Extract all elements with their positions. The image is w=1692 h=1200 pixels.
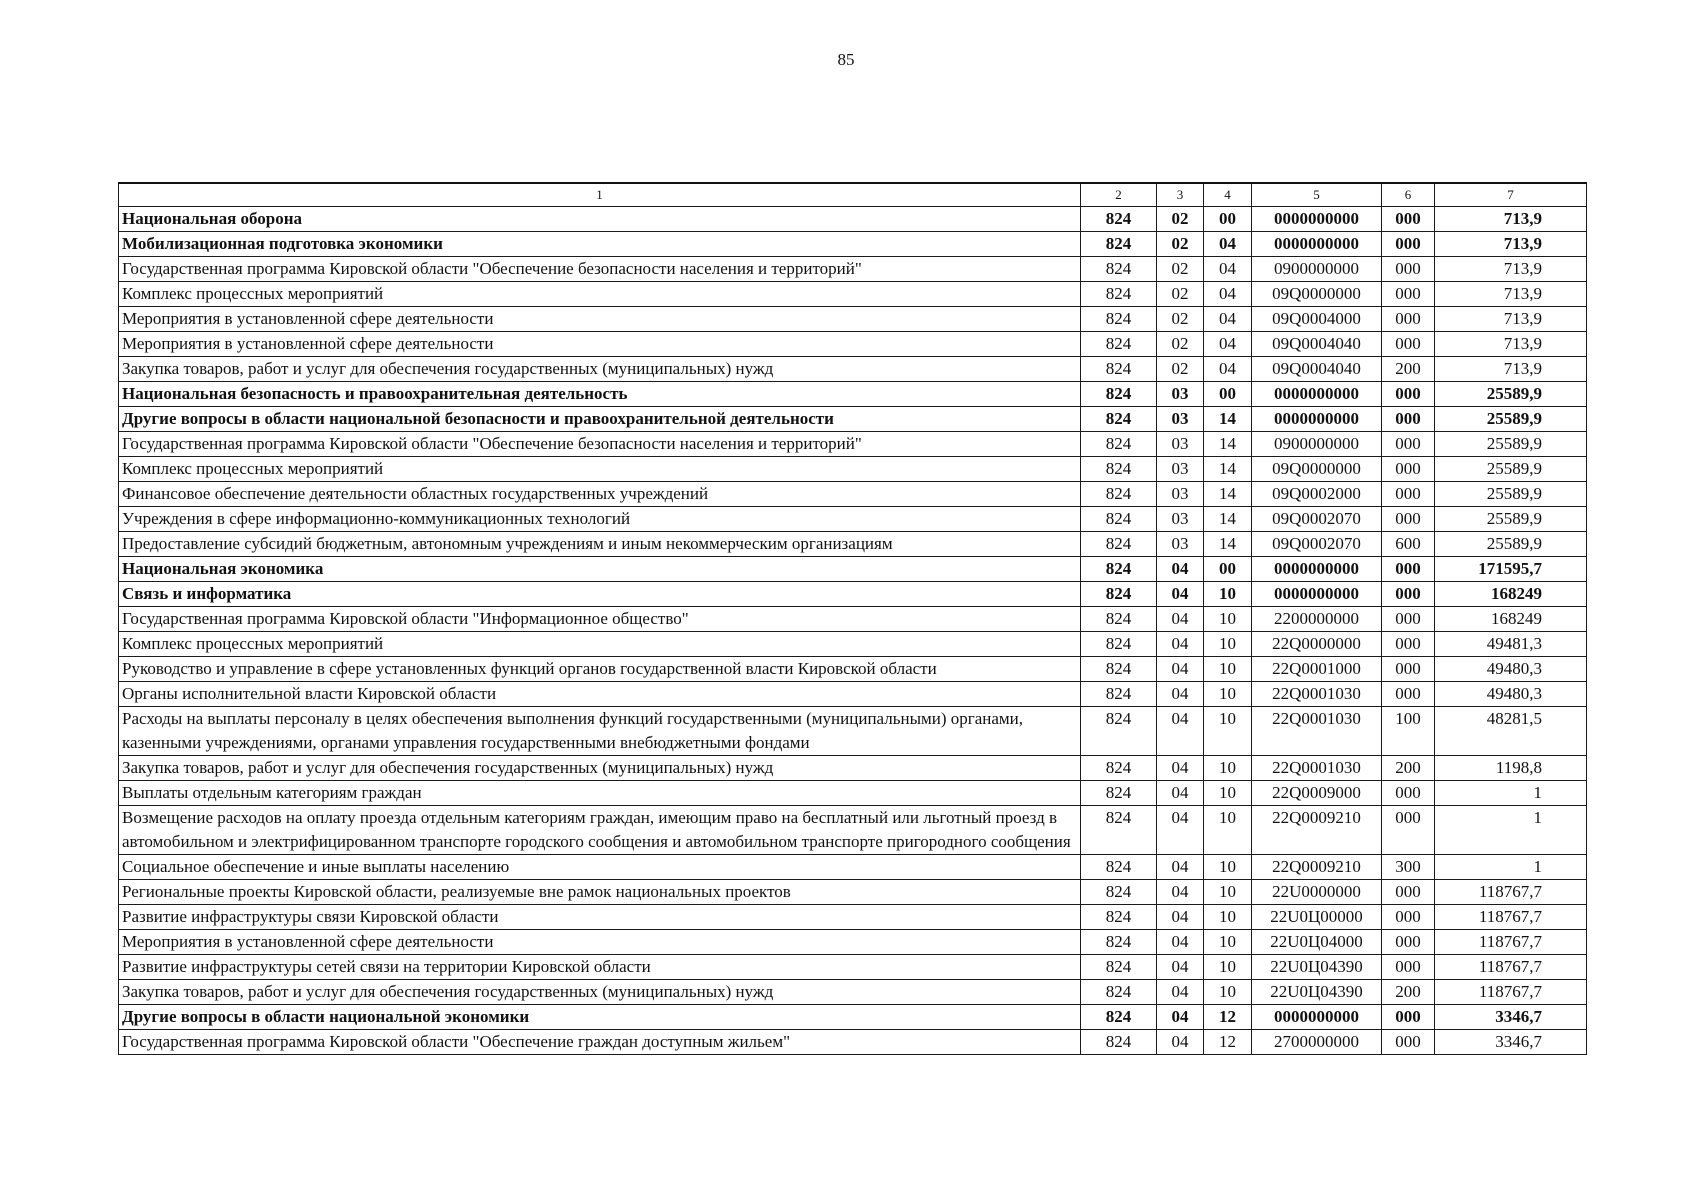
header-cell: 4 xyxy=(1204,183,1252,207)
table-row xyxy=(119,282,1587,307)
row-target-article-cell: 2700000000 xyxy=(1252,1030,1382,1055)
row-ministry-code-cell: 824 xyxy=(1081,332,1157,357)
row-target-article-cell: 22Q0009210 xyxy=(1252,806,1382,855)
row-name-cell: Мероприятия в установленной сфере деятельности xyxy=(119,930,1081,955)
row-section-cell: 03 xyxy=(1157,507,1204,532)
row-subsection-cell: 10 xyxy=(1204,607,1252,632)
row-amount-cell: 49480,3 xyxy=(1435,682,1587,707)
table-row xyxy=(119,507,1587,532)
row-section-cell: 02 xyxy=(1157,332,1204,357)
row-target-article-cell: 22Q0009210 xyxy=(1252,855,1382,880)
row-expense-type-cell: 300 xyxy=(1382,855,1435,880)
row-expense-type-cell: 000 xyxy=(1382,282,1435,307)
row-amount-cell: 713,9 xyxy=(1435,207,1587,232)
row-target-article-cell: 0000000000 xyxy=(1252,407,1382,432)
row-expense-type-cell: 000 xyxy=(1382,557,1435,582)
header-cell: 2 xyxy=(1081,183,1157,207)
row-target-article-cell: 22Q0000000 xyxy=(1252,632,1382,657)
row-expense-type-cell: 000 xyxy=(1382,207,1435,232)
row-subsection-cell: 00 xyxy=(1204,557,1252,582)
row-amount-cell: 118767,7 xyxy=(1435,905,1587,930)
row-ministry-code-cell: 824 xyxy=(1081,806,1157,855)
table-row xyxy=(119,582,1587,607)
row-subsection-cell: 10 xyxy=(1204,806,1252,855)
row-subsection-cell: 10 xyxy=(1204,657,1252,682)
table-row xyxy=(119,781,1587,806)
table-row xyxy=(119,1005,1587,1030)
row-section-cell: 03 xyxy=(1157,382,1204,407)
row-amount-cell: 118767,7 xyxy=(1435,880,1587,905)
row-expense-type-cell: 000 xyxy=(1382,382,1435,407)
row-section-cell: 04 xyxy=(1157,880,1204,905)
row-expense-type-cell: 000 xyxy=(1382,407,1435,432)
table-row xyxy=(119,707,1587,756)
row-expense-type-cell: 000 xyxy=(1382,657,1435,682)
row-amount-cell: 168249 xyxy=(1435,607,1587,632)
row-amount-cell: 118767,7 xyxy=(1435,955,1587,980)
row-name-cell: Комплекс процессных мероприятий xyxy=(119,632,1081,657)
row-target-article-cell: 09Q0002000 xyxy=(1252,482,1382,507)
row-ministry-code-cell: 824 xyxy=(1081,1005,1157,1030)
row-target-article-cell: 09Q0004040 xyxy=(1252,357,1382,382)
row-name-cell: Национальная экономика xyxy=(119,557,1081,582)
table-row xyxy=(119,557,1587,582)
row-expense-type-cell: 000 xyxy=(1382,682,1435,707)
row-section-cell: 04 xyxy=(1157,1005,1204,1030)
row-target-article-cell: 22U0Ц04390 xyxy=(1252,955,1382,980)
row-ministry-code-cell: 824 xyxy=(1081,357,1157,382)
table-row xyxy=(119,880,1587,905)
row-subsection-cell: 10 xyxy=(1204,905,1252,930)
row-target-article-cell: 22Q0001030 xyxy=(1252,707,1382,756)
row-ministry-code-cell: 824 xyxy=(1081,880,1157,905)
row-target-article-cell: 09Q0004040 xyxy=(1252,332,1382,357)
row-subsection-cell: 10 xyxy=(1204,707,1252,756)
table-row xyxy=(119,382,1587,407)
row-name-cell: Региональные проекты Кировской области, реализуемые вне рамок национальных проектов xyxy=(119,880,1081,905)
row-expense-type-cell: 200 xyxy=(1382,357,1435,382)
row-subsection-cell: 10 xyxy=(1204,682,1252,707)
row-amount-cell: 1 xyxy=(1435,781,1587,806)
row-subsection-cell: 14 xyxy=(1204,407,1252,432)
table-row xyxy=(119,457,1587,482)
row-amount-cell: 713,9 xyxy=(1435,307,1587,332)
row-section-cell: 03 xyxy=(1157,482,1204,507)
row-target-article-cell: 22U0Ц04390 xyxy=(1252,980,1382,1005)
row-expense-type-cell: 000 xyxy=(1382,880,1435,905)
row-section-cell: 04 xyxy=(1157,1030,1204,1055)
row-subsection-cell: 04 xyxy=(1204,257,1252,282)
row-expense-type-cell: 000 xyxy=(1382,781,1435,806)
row-ministry-code-cell: 824 xyxy=(1081,1030,1157,1055)
table-row xyxy=(119,257,1587,282)
row-ministry-code-cell: 824 xyxy=(1081,756,1157,781)
row-subsection-cell: 00 xyxy=(1204,207,1252,232)
row-section-cell: 04 xyxy=(1157,855,1204,880)
row-section-cell: 04 xyxy=(1157,707,1204,756)
row-subsection-cell: 04 xyxy=(1204,357,1252,382)
row-subsection-cell: 10 xyxy=(1204,955,1252,980)
header-cell: 7 xyxy=(1435,183,1587,207)
row-name-cell: Органы исполнительной власти Кировской области xyxy=(119,682,1081,707)
table-row xyxy=(119,905,1587,930)
row-expense-type-cell: 000 xyxy=(1382,905,1435,930)
row-expense-type-cell: 000 xyxy=(1382,457,1435,482)
row-target-article-cell: 0000000000 xyxy=(1252,232,1382,257)
row-subsection-cell: 10 xyxy=(1204,632,1252,657)
row-subsection-cell: 10 xyxy=(1204,930,1252,955)
row-name-cell: Расходы на выплаты персоналу в целях обеспечения выполнения функций государственными (муниципальными) органами, казенными учреждениями, органами управления государственными внебюджетными фондами xyxy=(119,707,1081,756)
row-amount-cell: 1 xyxy=(1435,806,1587,855)
row-expense-type-cell: 000 xyxy=(1382,632,1435,657)
header-cell: 3 xyxy=(1157,183,1204,207)
row-amount-cell: 3346,7 xyxy=(1435,1005,1587,1030)
row-subsection-cell: 04 xyxy=(1204,307,1252,332)
row-ministry-code-cell: 824 xyxy=(1081,582,1157,607)
table-row xyxy=(119,357,1587,382)
row-name-cell: Развитие инфраструктуры связи Кировской области xyxy=(119,905,1081,930)
row-amount-cell: 713,9 xyxy=(1435,257,1587,282)
row-name-cell: Мероприятия в установленной сфере деятельности xyxy=(119,307,1081,332)
row-amount-cell: 118767,7 xyxy=(1435,930,1587,955)
row-name-cell: Возмещение расходов на оплату проезда отдельным категориям граждан, имеющим право на бесплатный или льготный проезд в автомобильном и электрифицированном транспорте городского сообщения и автомобильном транспорте пригородного сообщения xyxy=(119,806,1081,855)
row-expense-type-cell: 200 xyxy=(1382,980,1435,1005)
row-expense-type-cell: 000 xyxy=(1382,507,1435,532)
row-ministry-code-cell: 824 xyxy=(1081,632,1157,657)
row-name-cell: Социальное обеспечение и иные выплаты населению xyxy=(119,855,1081,880)
row-section-cell: 02 xyxy=(1157,357,1204,382)
row-name-cell: Учреждения в сфере информационно-коммуникационных технологий xyxy=(119,507,1081,532)
table-row xyxy=(119,632,1587,657)
header-cell: 6 xyxy=(1382,183,1435,207)
row-section-cell: 04 xyxy=(1157,781,1204,806)
header-cell: 1 xyxy=(119,183,1081,207)
row-subsection-cell: 04 xyxy=(1204,282,1252,307)
row-target-article-cell: 22U0Ц04000 xyxy=(1252,930,1382,955)
row-target-article-cell: 22Q0001030 xyxy=(1252,682,1382,707)
row-ministry-code-cell: 824 xyxy=(1081,855,1157,880)
row-section-cell: 03 xyxy=(1157,432,1204,457)
row-amount-cell: 49480,3 xyxy=(1435,657,1587,682)
row-amount-cell: 25589,9 xyxy=(1435,482,1587,507)
header-row xyxy=(119,183,1587,207)
table-row xyxy=(119,332,1587,357)
row-section-cell: 04 xyxy=(1157,582,1204,607)
row-ministry-code-cell: 824 xyxy=(1081,232,1157,257)
row-amount-cell: 1198,8 xyxy=(1435,756,1587,781)
row-name-cell: Выплаты отдельным категориям граждан xyxy=(119,781,1081,806)
row-amount-cell: 713,9 xyxy=(1435,357,1587,382)
row-target-article-cell: 09Q0000000 xyxy=(1252,457,1382,482)
table-body xyxy=(119,183,1587,1055)
row-subsection-cell: 10 xyxy=(1204,880,1252,905)
row-ministry-code-cell: 824 xyxy=(1081,657,1157,682)
row-amount-cell: 25589,9 xyxy=(1435,432,1587,457)
row-expense-type-cell: 000 xyxy=(1382,307,1435,332)
row-name-cell: Развитие инфраструктуры сетей связи на территории Кировской области xyxy=(119,955,1081,980)
row-section-cell: 04 xyxy=(1157,607,1204,632)
row-name-cell: Закупка товаров, работ и услуг для обеспечения государственных (муниципальных) нужд xyxy=(119,756,1081,781)
row-name-cell: Закупка товаров, работ и услуг для обеспечения государственных (муниципальных) нужд xyxy=(119,357,1081,382)
row-target-article-cell: 09Q0002070 xyxy=(1252,532,1382,557)
row-section-cell: 02 xyxy=(1157,207,1204,232)
row-amount-cell: 48281,5 xyxy=(1435,707,1587,756)
row-expense-type-cell: 100 xyxy=(1382,707,1435,756)
row-name-cell: Комплекс процессных мероприятий xyxy=(119,282,1081,307)
table-row xyxy=(119,232,1587,257)
row-section-cell: 04 xyxy=(1157,930,1204,955)
row-name-cell: Государственная программа Кировской области "Информационное общество" xyxy=(119,607,1081,632)
row-subsection-cell: 14 xyxy=(1204,482,1252,507)
row-amount-cell: 25589,9 xyxy=(1435,532,1587,557)
row-target-article-cell: 2200000000 xyxy=(1252,607,1382,632)
row-name-cell: Национальная безопасность и правоохранительная деятельность xyxy=(119,382,1081,407)
budget-table xyxy=(118,182,1587,1055)
row-section-cell: 02 xyxy=(1157,307,1204,332)
row-section-cell: 04 xyxy=(1157,682,1204,707)
row-ministry-code-cell: 824 xyxy=(1081,457,1157,482)
row-ministry-code-cell: 824 xyxy=(1081,532,1157,557)
row-expense-type-cell: 000 xyxy=(1382,806,1435,855)
row-target-article-cell: 0900000000 xyxy=(1252,432,1382,457)
row-name-cell: Другие вопросы в области национальной безопасности и правоохранительной деятельности xyxy=(119,407,1081,432)
row-ministry-code-cell: 824 xyxy=(1081,930,1157,955)
row-amount-cell: 168249 xyxy=(1435,582,1587,607)
row-name-cell: Мобилизационная подготовка экономики xyxy=(119,232,1081,257)
row-ministry-code-cell: 824 xyxy=(1081,707,1157,756)
row-expense-type-cell: 000 xyxy=(1382,1005,1435,1030)
row-subsection-cell: 14 xyxy=(1204,507,1252,532)
header-cell: 5 xyxy=(1252,183,1382,207)
row-expense-type-cell: 000 xyxy=(1382,582,1435,607)
row-target-article-cell: 0000000000 xyxy=(1252,207,1382,232)
table-row xyxy=(119,432,1587,457)
row-subsection-cell: 10 xyxy=(1204,855,1252,880)
row-section-cell: 04 xyxy=(1157,632,1204,657)
row-subsection-cell: 14 xyxy=(1204,432,1252,457)
table-row xyxy=(119,307,1587,332)
row-target-article-cell: 0000000000 xyxy=(1252,557,1382,582)
row-section-cell: 02 xyxy=(1157,282,1204,307)
row-target-article-cell: 09Q0004000 xyxy=(1252,307,1382,332)
row-target-article-cell: 09Q0002070 xyxy=(1252,507,1382,532)
row-ministry-code-cell: 824 xyxy=(1081,282,1157,307)
row-target-article-cell: 22U0Ц00000 xyxy=(1252,905,1382,930)
row-subsection-cell: 04 xyxy=(1204,232,1252,257)
row-target-article-cell: 0000000000 xyxy=(1252,582,1382,607)
row-expense-type-cell: 000 xyxy=(1382,332,1435,357)
row-target-article-cell: 0000000000 xyxy=(1252,1005,1382,1030)
row-name-cell: Национальная оборона xyxy=(119,207,1081,232)
table-row xyxy=(119,482,1587,507)
row-name-cell: Финансовое обеспечение деятельности областных государственных учреждений xyxy=(119,482,1081,507)
table-row xyxy=(119,607,1587,632)
row-ministry-code-cell: 824 xyxy=(1081,905,1157,930)
row-section-cell: 03 xyxy=(1157,457,1204,482)
row-section-cell: 02 xyxy=(1157,232,1204,257)
row-ministry-code-cell: 824 xyxy=(1081,257,1157,282)
row-subsection-cell: 04 xyxy=(1204,332,1252,357)
row-amount-cell: 171595,7 xyxy=(1435,557,1587,582)
row-target-article-cell: 0000000000 xyxy=(1252,382,1382,407)
row-subsection-cell: 10 xyxy=(1204,980,1252,1005)
table-row xyxy=(119,532,1587,557)
row-expense-type-cell: 200 xyxy=(1382,756,1435,781)
table-row xyxy=(119,955,1587,980)
table-row xyxy=(119,207,1587,232)
page-number: 85 xyxy=(837,50,855,69)
row-ministry-code-cell: 824 xyxy=(1081,955,1157,980)
row-subsection-cell: 00 xyxy=(1204,382,1252,407)
row-amount-cell: 118767,7 xyxy=(1435,980,1587,1005)
row-ministry-code-cell: 824 xyxy=(1081,682,1157,707)
row-target-article-cell: 22U0000000 xyxy=(1252,880,1382,905)
row-target-article-cell: 22Q0001030 xyxy=(1252,756,1382,781)
table-row xyxy=(119,855,1587,880)
table-row xyxy=(119,1030,1587,1055)
row-subsection-cell: 10 xyxy=(1204,756,1252,781)
row-name-cell: Другие вопросы в области национальной экономики xyxy=(119,1005,1081,1030)
row-section-cell: 04 xyxy=(1157,756,1204,781)
row-section-cell: 04 xyxy=(1157,905,1204,930)
row-amount-cell: 25589,9 xyxy=(1435,407,1587,432)
row-section-cell: 03 xyxy=(1157,532,1204,557)
row-ministry-code-cell: 824 xyxy=(1081,432,1157,457)
row-expense-type-cell: 000 xyxy=(1382,607,1435,632)
table-row xyxy=(119,930,1587,955)
row-target-article-cell: 22Q0001000 xyxy=(1252,657,1382,682)
row-subsection-cell: 14 xyxy=(1204,532,1252,557)
row-expense-type-cell: 000 xyxy=(1382,232,1435,257)
table-row xyxy=(119,682,1587,707)
row-name-cell: Связь и информатика xyxy=(119,582,1081,607)
row-subsection-cell: 12 xyxy=(1204,1030,1252,1055)
row-name-cell: Руководство и управление в сфере установленных функций органов государственной власти Кировской области xyxy=(119,657,1081,682)
row-target-article-cell: 0900000000 xyxy=(1252,257,1382,282)
row-expense-type-cell: 600 xyxy=(1382,532,1435,557)
row-name-cell: Закупка товаров, работ и услуг для обеспечения государственных (муниципальных) нужд xyxy=(119,980,1081,1005)
row-section-cell: 04 xyxy=(1157,557,1204,582)
row-expense-type-cell: 000 xyxy=(1382,955,1435,980)
row-section-cell: 04 xyxy=(1157,657,1204,682)
row-amount-cell: 1 xyxy=(1435,855,1587,880)
row-section-cell: 04 xyxy=(1157,955,1204,980)
row-name-cell: Государственная программа Кировской области "Обеспечение граждан доступным жильем" xyxy=(119,1030,1081,1055)
row-expense-type-cell: 000 xyxy=(1382,1030,1435,1055)
row-ministry-code-cell: 824 xyxy=(1081,507,1157,532)
row-ministry-code-cell: 824 xyxy=(1081,482,1157,507)
row-amount-cell: 49481,3 xyxy=(1435,632,1587,657)
table-row xyxy=(119,806,1587,855)
row-name-cell: Государственная программа Кировской области "Обеспечение безопасности населения и территорий" xyxy=(119,257,1081,282)
row-amount-cell: 713,9 xyxy=(1435,282,1587,307)
row-section-cell: 04 xyxy=(1157,806,1204,855)
row-subsection-cell: 14 xyxy=(1204,457,1252,482)
row-ministry-code-cell: 824 xyxy=(1081,980,1157,1005)
row-ministry-code-cell: 824 xyxy=(1081,382,1157,407)
table-row xyxy=(119,756,1587,781)
row-expense-type-cell: 000 xyxy=(1382,432,1435,457)
row-amount-cell: 25589,9 xyxy=(1435,457,1587,482)
row-expense-type-cell: 000 xyxy=(1382,930,1435,955)
row-amount-cell: 713,9 xyxy=(1435,232,1587,257)
row-amount-cell: 713,9 xyxy=(1435,332,1587,357)
row-expense-type-cell: 000 xyxy=(1382,257,1435,282)
row-section-cell: 04 xyxy=(1157,980,1204,1005)
row-ministry-code-cell: 824 xyxy=(1081,407,1157,432)
row-name-cell: Предоставление субсидий бюджетным, автономным учреждениям и иным некоммерческим организациям xyxy=(119,532,1081,557)
row-subsection-cell: 10 xyxy=(1204,781,1252,806)
row-target-article-cell: 22Q0009000 xyxy=(1252,781,1382,806)
row-name-cell: Государственная программа Кировской области "Обеспечение безопасности населения и территорий" xyxy=(119,432,1081,457)
table-row xyxy=(119,657,1587,682)
row-name-cell: Мероприятия в установленной сфере деятельности xyxy=(119,332,1081,357)
row-name-cell: Комплекс процессных мероприятий xyxy=(119,457,1081,482)
table-row xyxy=(119,980,1587,1005)
row-section-cell: 02 xyxy=(1157,257,1204,282)
row-amount-cell: 25589,9 xyxy=(1435,382,1587,407)
row-ministry-code-cell: 824 xyxy=(1081,307,1157,332)
row-ministry-code-cell: 824 xyxy=(1081,557,1157,582)
table-row xyxy=(119,407,1587,432)
row-expense-type-cell: 000 xyxy=(1382,482,1435,507)
row-subsection-cell: 10 xyxy=(1204,582,1252,607)
row-ministry-code-cell: 824 xyxy=(1081,781,1157,806)
row-subsection-cell: 12 xyxy=(1204,1005,1252,1030)
row-target-article-cell: 09Q0000000 xyxy=(1252,282,1382,307)
row-amount-cell: 25589,9 xyxy=(1435,507,1587,532)
row-amount-cell: 3346,7 xyxy=(1435,1030,1587,1055)
row-ministry-code-cell: 824 xyxy=(1081,207,1157,232)
row-ministry-code-cell: 824 xyxy=(1081,607,1157,632)
row-section-cell: 03 xyxy=(1157,407,1204,432)
